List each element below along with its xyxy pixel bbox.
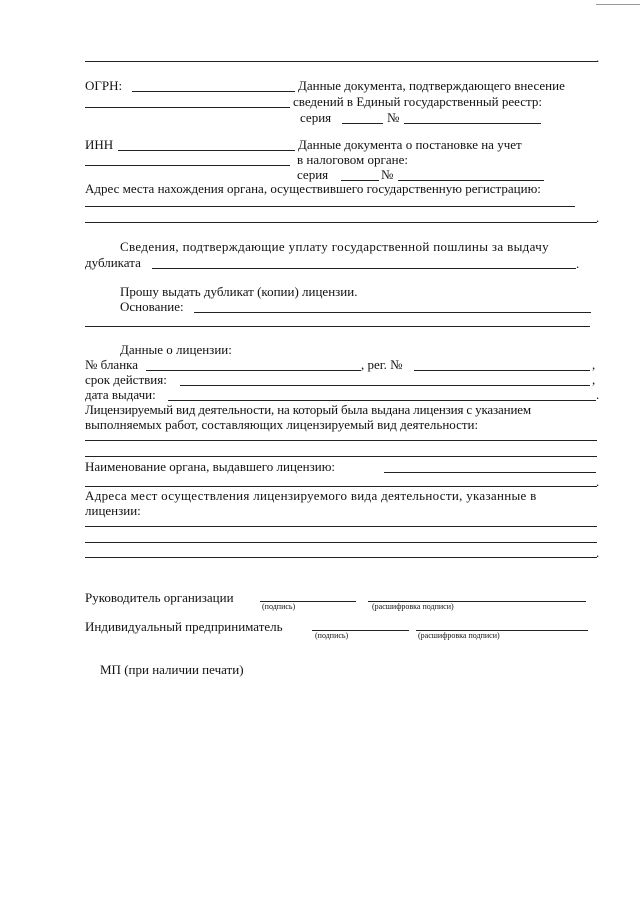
license-issuer-extra-line[interactable] (85, 486, 597, 487)
basis-input-line[interactable] (194, 312, 591, 313)
license-activity-line1: Лицензируемый вид деятельности, на который была выдана лицензия с указанием (85, 402, 531, 417)
fee-line-dot: . (576, 256, 580, 271)
fee-input-line[interactable] (152, 268, 576, 269)
license-issue-date-dot: . (596, 387, 600, 402)
license-validity-comma: , (592, 372, 596, 387)
license-activity-input-2[interactable] (85, 456, 597, 457)
head-decoding-caption: (расшифровка подписи) (372, 602, 454, 611)
head-of-organization-label: Руководитель организации (85, 590, 234, 605)
address-line-1[interactable] (85, 206, 575, 207)
inn-doc-line1: Данные документа о постановке на учет (298, 137, 522, 152)
license-header: Данные о лицензии: (120, 342, 232, 357)
ogrn-number-input[interactable] (404, 123, 541, 124)
stamp-label: МП (при наличии печати) (100, 662, 244, 677)
license-issue-date-input[interactable] (168, 400, 596, 401)
license-issue-date-label: дата выдачи: (85, 387, 156, 402)
ogrn-extra-line[interactable] (85, 107, 290, 108)
basis-label: Основание: (120, 299, 184, 314)
top-continuation-line[interactable] (85, 61, 597, 62)
ogrn-series-input[interactable] (342, 123, 383, 124)
entrepreneur-decoding-caption: (расшифровка подписи) (418, 631, 500, 640)
license-issuer-label: Наименование органа, выдавшего лицензию: (85, 459, 336, 474)
inn-number-label: № (381, 167, 394, 182)
basis-extra-line[interactable] (85, 326, 590, 327)
license-addresses-input-3[interactable] (85, 557, 597, 558)
address-label: Адрес места нахождения органа, осуществившего государственную регистрацию: (85, 181, 541, 196)
ogrn-series-label: серия (300, 110, 332, 125)
top-line-dot: . (596, 50, 600, 65)
license-blank-label: № бланка (85, 357, 139, 372)
license-validity-label: срок действия: (85, 372, 167, 387)
page-corner-mark (596, 4, 640, 5)
license-issuer-input[interactable] (384, 472, 596, 473)
license-addresses-input-1[interactable] (85, 526, 597, 527)
inn-input-line[interactable] (118, 150, 295, 151)
ogrn-number-label: № (387, 110, 400, 125)
license-validity-input[interactable] (180, 385, 590, 386)
license-issuer-dot: . (596, 474, 600, 489)
fee-line2: дубликата (85, 255, 141, 270)
request-text: Прошу выдать дубликат (копии) лицензии. (120, 284, 358, 299)
license-activity-input-1[interactable] (85, 440, 597, 441)
ogrn-doc-line2: сведений в Единый государственный реестр: (293, 94, 542, 109)
address-line-2[interactable] (85, 222, 597, 223)
license-blank-input[interactable] (146, 370, 361, 371)
license-addresses-line2: лицензии: (85, 503, 141, 518)
license-addresses-line1: Адреса мест осуществления лицензируемого вида деятельности, указанные в (85, 488, 537, 503)
inn-label: ИНН (85, 137, 114, 152)
inn-doc-line2: в налоговом органе: (297, 152, 408, 167)
head-signature-caption: (подпись) (262, 602, 296, 611)
license-activity-line2: выполняемых работ, составляющих лицензируемый вид деятельности: (85, 417, 479, 432)
license-reg-label: , рег. № (361, 357, 403, 372)
address-line-dot: . (596, 210, 600, 225)
inn-extra-line[interactable] (85, 165, 290, 166)
license-addresses-input-2[interactable] (85, 542, 597, 543)
license-addresses-dot: . (596, 545, 600, 560)
entrepreneur-signature-caption: (подпись) (315, 631, 349, 640)
inn-series-label: серия (297, 167, 329, 182)
entrepreneur-label: Индивидуальный предприниматель (85, 619, 283, 634)
fee-line1: Сведения, подтверждающие уплату государственной пошлины за выдачу (120, 239, 549, 254)
ogrn-label: ОГРН: (85, 78, 123, 93)
ogrn-doc-line1: Данные документа, подтверждающего внесение (298, 78, 565, 93)
ogrn-input-line[interactable] (132, 91, 295, 92)
license-reg-comma: , (592, 357, 596, 372)
license-reg-input[interactable] (414, 370, 590, 371)
